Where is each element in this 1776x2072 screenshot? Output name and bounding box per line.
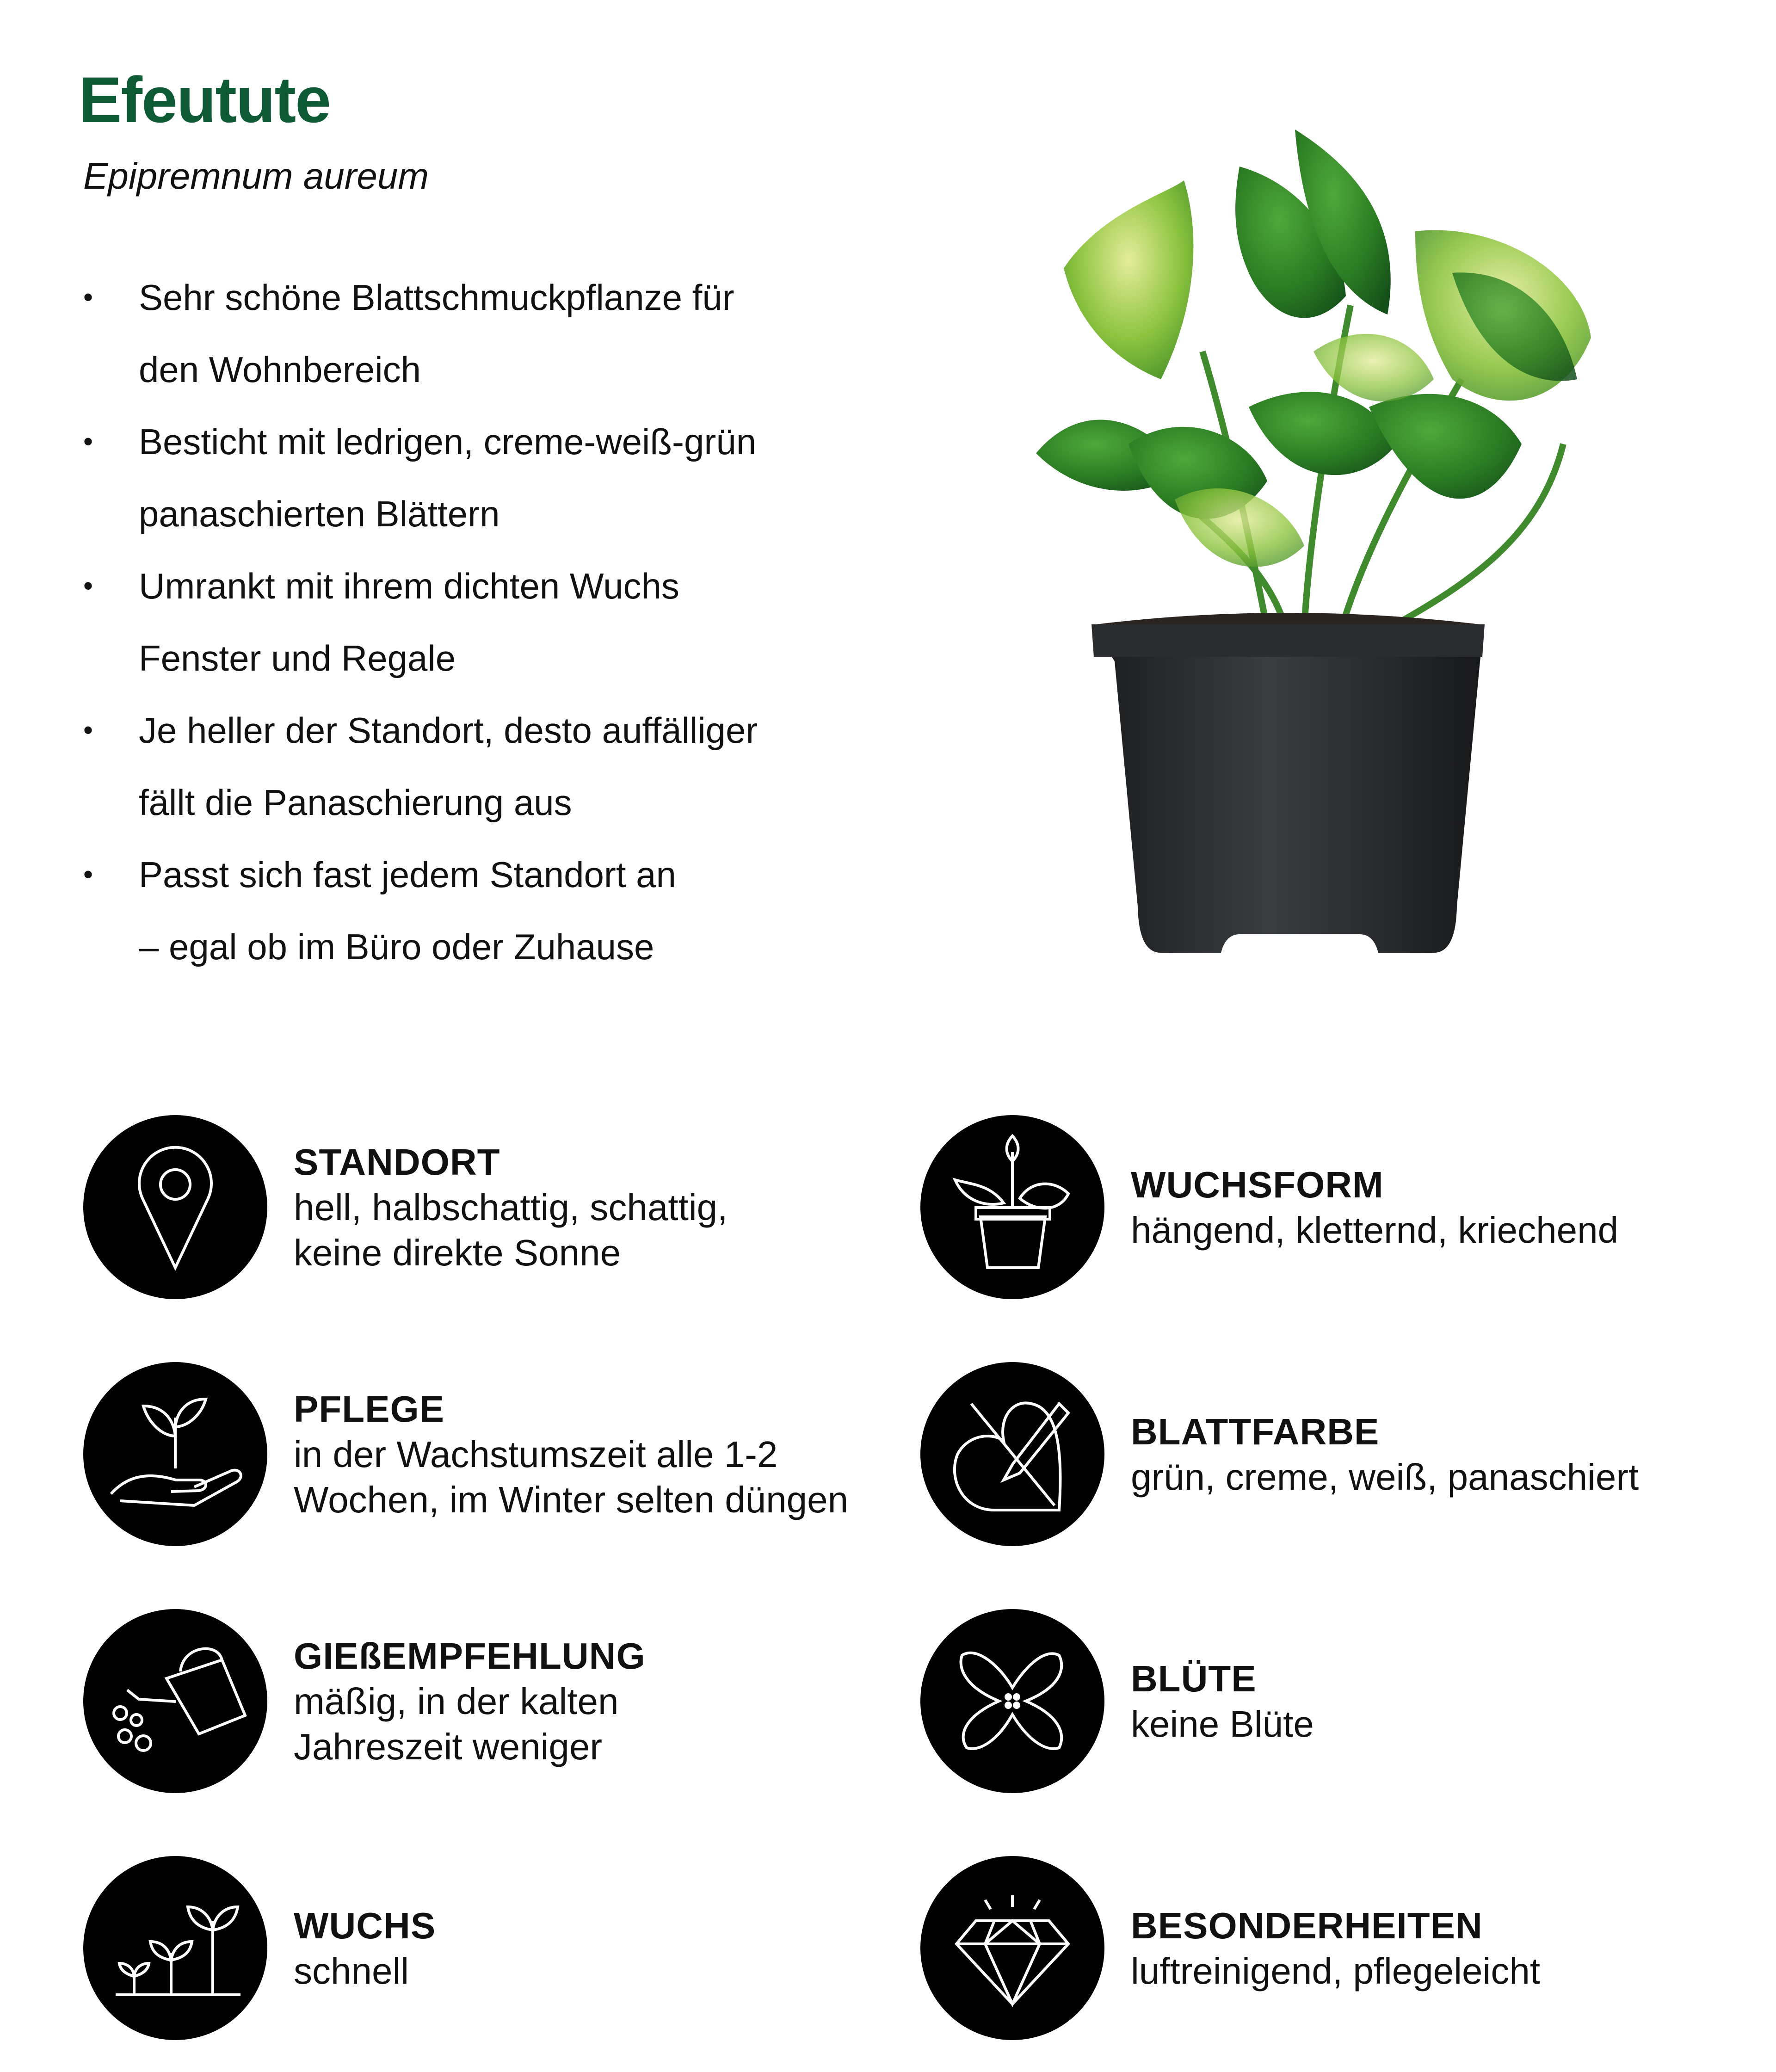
feature-blattfarbe bbox=[920, 1362, 1707, 1547]
feature-heading: BLÜTE bbox=[1131, 1658, 1257, 1699]
bullet-dot: • bbox=[83, 859, 93, 890]
bullet-line: fällt die Panaschierung aus bbox=[139, 782, 572, 823]
bullet-dot: • bbox=[83, 282, 93, 313]
feature-value: hell, halbschattig, schattig, bbox=[294, 1187, 728, 1228]
bullet-dot: • bbox=[83, 426, 93, 457]
bullet-line: den Wohnbereich bbox=[139, 349, 421, 390]
bullet-item bbox=[79, 694, 925, 839]
feature-heading: BLATTFARBE bbox=[1131, 1411, 1380, 1452]
feature-value: in der Wachstumszeit alle 1-2 bbox=[294, 1434, 778, 1475]
feature-value: hängend, kletternd, kriechend bbox=[1131, 1209, 1619, 1251]
feature-value: schnell bbox=[294, 1950, 409, 1992]
leaf-brush-icon bbox=[920, 1362, 1104, 1546]
bullet-dot: • bbox=[83, 570, 93, 601]
feature-heading: WUCHS bbox=[294, 1905, 436, 1946]
feature-value: keine Blüte bbox=[1131, 1703, 1314, 1745]
diamond-icon bbox=[920, 1856, 1104, 2040]
feature-standort bbox=[83, 1115, 870, 1300]
feature-value: keine direkte Sonne bbox=[294, 1232, 621, 1273]
feature-value: luftreinigend, pflegeleicht bbox=[1131, 1950, 1541, 1992]
bullet-line: Sehr schöne Blattschmuckpflanze für bbox=[139, 277, 734, 318]
feature-bluete bbox=[920, 1609, 1707, 1794]
feature-heading: GIEßEMPFEHLUNG bbox=[294, 1635, 646, 1677]
bullet-line: Fenster und Regale bbox=[139, 638, 456, 678]
bullet-line: Besticht mit ledrigen, creme-weiß-grün bbox=[139, 421, 757, 462]
feature-value: Jahreszeit weniger bbox=[294, 1726, 602, 1767]
feature-heading: PFLEGE bbox=[294, 1388, 445, 1430]
bullet-item bbox=[79, 261, 925, 406]
bullet-line: Passt sich fast jedem Standort an bbox=[139, 854, 676, 895]
feature-value: grün, creme, weiß, panaschiert bbox=[1131, 1456, 1639, 1498]
location-pin-icon bbox=[83, 1115, 267, 1299]
flower-icon bbox=[920, 1609, 1104, 1793]
feature-giessempfehlung bbox=[83, 1609, 870, 1794]
bullet-dot: • bbox=[83, 715, 93, 746]
page-title: Efeutute bbox=[79, 63, 330, 136]
bullet-item bbox=[79, 839, 925, 983]
bullet-item bbox=[79, 550, 925, 694]
bullet-item bbox=[79, 406, 925, 550]
feature-wuchsform bbox=[920, 1115, 1707, 1300]
botanical-name: Epipremnum aureum bbox=[83, 155, 429, 197]
bullet-line: Je heller der Standort, desto auffälliger bbox=[139, 710, 758, 751]
bullet-line: Umrankt mit ihrem dichten Wuchs bbox=[139, 566, 679, 606]
plant-photo bbox=[1008, 120, 1665, 971]
seedling-hand-icon bbox=[83, 1362, 267, 1546]
feature-pflege bbox=[83, 1362, 870, 1547]
feature-besonderheiten bbox=[920, 1856, 1707, 2041]
feature-bullet-list bbox=[79, 261, 925, 983]
bullet-line: – egal ob im Büro oder Zuhause bbox=[139, 926, 654, 967]
feature-wuchs bbox=[83, 1856, 870, 2041]
watering-can-icon bbox=[83, 1609, 267, 1793]
bullet-line: panaschierten Blättern bbox=[139, 493, 500, 534]
growing-sprouts-icon bbox=[83, 1856, 267, 2040]
feature-heading: STANDORT bbox=[294, 1141, 500, 1183]
feature-value: Wochen, im Winter selten düngen bbox=[294, 1479, 849, 1520]
potted-plant-icon bbox=[920, 1115, 1104, 1299]
feature-value: mäßig, in der kalten bbox=[294, 1681, 619, 1722]
feature-heading: WUCHSFORM bbox=[1131, 1164, 1384, 1205]
feature-heading: BESONDERHEITEN bbox=[1131, 1905, 1483, 1946]
